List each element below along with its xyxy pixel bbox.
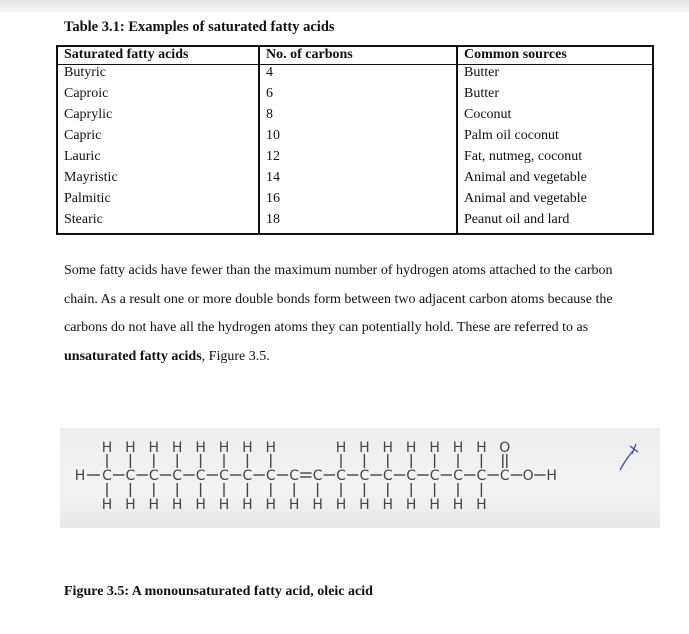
paragraph-text-end: , Figure 3.5. <box>201 349 270 365</box>
acid-name: Mayristic <box>57 170 259 191</box>
hydrogen-atom: H <box>195 497 206 513</box>
empty-cell <box>57 233 259 234</box>
carbon-atom: C <box>336 468 346 484</box>
paragraph-bold-term: unsaturated fatty acids <box>64 349 202 365</box>
hydrogen-atom: H <box>218 497 230 513</box>
hydrogen-atom: H <box>125 497 136 513</box>
carbon-atom: C <box>242 468 253 484</box>
hydrogen-atom: H <box>476 440 487 456</box>
hydrogen-atom: H <box>148 497 160 513</box>
hydrogen-atom: H <box>171 497 183 513</box>
viewer-top-bar <box>0 0 689 12</box>
empty-cell <box>457 233 653 234</box>
carbon-atom: C <box>406 468 417 484</box>
carbon-atom: C <box>125 468 136 484</box>
hydrogen-atom: H <box>452 497 464 513</box>
acid-name: Caproic <box>57 86 259 107</box>
hydrogen-atom: H <box>382 497 394 513</box>
header-sources: Common sources <box>457 46 653 65</box>
carbon-count: 16 <box>259 191 457 212</box>
carbon-atom: C <box>359 468 370 484</box>
hydrogen-atom: H <box>195 440 206 456</box>
carbon-atom: C <box>148 468 159 484</box>
common-sources: Butter <box>457 65 653 87</box>
carbon-atom: C <box>476 468 487 484</box>
hydrogen-atom: H <box>429 440 440 456</box>
carbon-atom: C <box>499 468 510 484</box>
hydrogen-atom: H <box>476 497 487 513</box>
hydrogen-atom: H <box>288 497 300 513</box>
common-sources: Animal and vegetable <box>457 170 653 191</box>
empty-cell <box>259 233 457 234</box>
acid-name: Capric <box>57 128 259 149</box>
carbon-atom: C <box>312 468 323 484</box>
hydrogen-atom: H <box>359 497 370 513</box>
carbon-count: 6 <box>259 86 457 107</box>
hydrogen-atom: H <box>148 440 160 456</box>
hydrogen-atom: H <box>312 497 323 513</box>
pen-mark <box>620 444 638 470</box>
hydrogen-atom: H <box>335 497 347 513</box>
body-paragraph <box>64 257 634 372</box>
hydrogen-atom: H <box>452 440 464 456</box>
structural-formula <box>60 428 660 528</box>
carbon-count: 4 <box>259 65 457 87</box>
paragraph-text: Some fatty acids have fewer than the maximum number of hydrogen atoms attached to the carbon chain. As a result one or more double bonds form between two adjacent carbon atoms because the carbons do not have all the hydrogen atoms they can potentially hold. These are referred to as <box>64 263 613 336</box>
common-sources: Fat, nutmeg, coconut <box>457 149 653 170</box>
hydrogen-atom: H <box>218 440 230 456</box>
hydrogen-atom: H <box>429 497 440 513</box>
table-row <box>57 170 653 191</box>
acid-name: Caprylic <box>57 107 259 128</box>
common-sources: Peanut oil and lard <box>457 212 653 233</box>
hydrogen-atom: H <box>405 497 417 513</box>
hydrogen-atom: H <box>74 468 86 484</box>
hydrogen-atom: H <box>171 440 183 456</box>
oxygen-atom: O <box>522 468 534 484</box>
common-sources: Palm oil coconut <box>457 128 653 149</box>
oleic-acid-structure-figure <box>60 428 660 528</box>
carbon-count: 10 <box>259 128 457 149</box>
header-carbons: No. of carbons <box>259 46 457 65</box>
carbon-count: 12 <box>259 149 457 170</box>
hydrogen-atom: H <box>405 440 417 456</box>
common-sources: Coconut <box>457 107 653 128</box>
common-sources: Animal and vegetable <box>457 191 653 212</box>
carbon-atom: C <box>453 468 463 484</box>
hydrogen-atom: H <box>382 440 394 456</box>
table-row <box>57 86 653 107</box>
common-sources: Butter <box>457 86 653 107</box>
carbon-count: 18 <box>259 212 457 233</box>
table-row <box>57 128 653 149</box>
hydrogen-atom: H <box>125 440 136 456</box>
carbon-count: 8 <box>259 107 457 128</box>
table-header-row <box>57 46 653 65</box>
hydrogen-atom: H <box>265 497 277 513</box>
carbon-atom: C <box>102 468 112 484</box>
acid-name: Palmitic <box>57 191 259 212</box>
header-acid: Saturated fatty acids <box>57 46 259 65</box>
table-caption: Table 3.1: Examples of saturated fatty acids <box>64 19 335 35</box>
carbon-atom: C <box>289 468 300 484</box>
table-row <box>57 191 653 212</box>
table-row <box>57 107 653 128</box>
hydrogen-atom: H <box>359 440 370 456</box>
saturated-fatty-acids-table <box>56 45 654 235</box>
table-row <box>57 65 653 87</box>
acid-name: Lauric <box>57 149 259 170</box>
table-row <box>57 149 653 170</box>
carbon-atom: C <box>429 468 440 484</box>
table-row <box>57 212 653 233</box>
carbon-atom: C <box>265 468 276 484</box>
hydrogen-atom: H <box>265 440 277 456</box>
hydrogen-atom: H <box>101 440 113 456</box>
figure-caption: Figure 3.5: A monounsaturated fatty acid, oleic acid <box>64 584 373 599</box>
carbon-count: 14 <box>259 170 457 191</box>
hydrogen-atom: H <box>101 497 113 513</box>
oxygen-atom: O <box>499 440 511 456</box>
carbon-atom: C <box>195 468 206 484</box>
carbon-atom: C <box>219 468 229 484</box>
carbon-atom: C <box>172 468 183 484</box>
acid-name: Butyric <box>57 65 259 87</box>
table-filler-row <box>57 233 653 234</box>
hydrogen-atom: H <box>242 440 253 456</box>
carbon-atom: C <box>382 468 393 484</box>
hydrogen-atom: H <box>335 440 347 456</box>
acid-name: Stearic <box>57 212 259 233</box>
hydrogen-atom: H <box>546 468 557 484</box>
hydrogen-atom: H <box>242 497 253 513</box>
